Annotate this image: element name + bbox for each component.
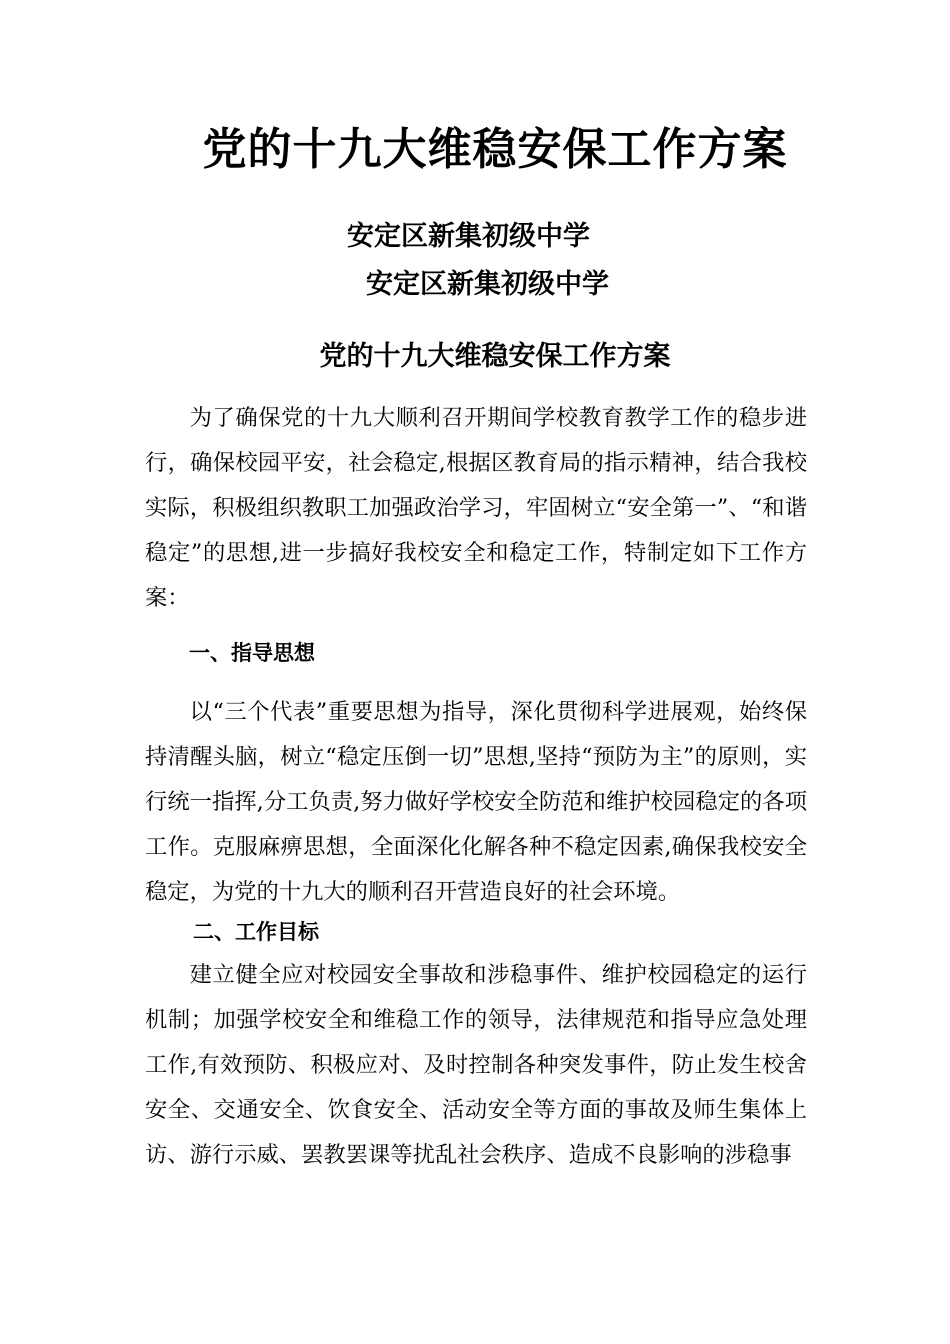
school-name-line-2: 安定区新集初级中学 — [366, 269, 609, 300]
section-1-heading: 一、指导思想 — [189, 641, 315, 665]
section-1-paragraph: 以“三个代表”重要思想为指导，深化贯彻科学进展观，始终保持清醒头脑，树立“稳定压倒一切”思想,坚持“预防为主”的原则，实行统一指挥,分工负责,努力做好学校安全防范和维护校园稳定的各项工作。克服麻痹思想，全面深化化解各种不稳定因素,确保我校安全稳定，为党的十九大的顺利召开营造良好的社会环境。 — [145, 699, 807, 905]
document-subtitle: 党的十九大维稳安保工作方案 — [319, 341, 671, 372]
intro-paragraph: 为了确保党的十九大顺利召开期间学校教育教学工作的稳步进行，确保校园平安，社会稳定,根据区教育局的指示精神，结合我校实际，积极组织教职工加强政治学习，牢固树立“安全第一”、“和谐稳定”的思想,进一步搞好我校安全和稳定工作，特制定如下工作方案： — [145, 405, 807, 611]
section-2-heading: 二、工作目标 — [193, 920, 319, 944]
section-2-paragraph: 建立健全应对校园安全事故和涉稳事件、维护校园稳定的运行机制；加强学校安全和维稳工作的领导，法律规范和指导应急处理工作,有效预防、积极应对、及时控制各种突发事件，防止发生校舍安全、交通安全、饮食安全、活动安全等方面的事故及师生集体上访、游行示威、罢教罢课等扰乱社会秩序、造成不良影响的涉稳事 — [145, 962, 807, 1168]
school-name-line-1: 安定区新集初级中学 — [347, 221, 590, 252]
document-title: 党的十九大维稳安保工作方案 — [202, 124, 788, 175]
